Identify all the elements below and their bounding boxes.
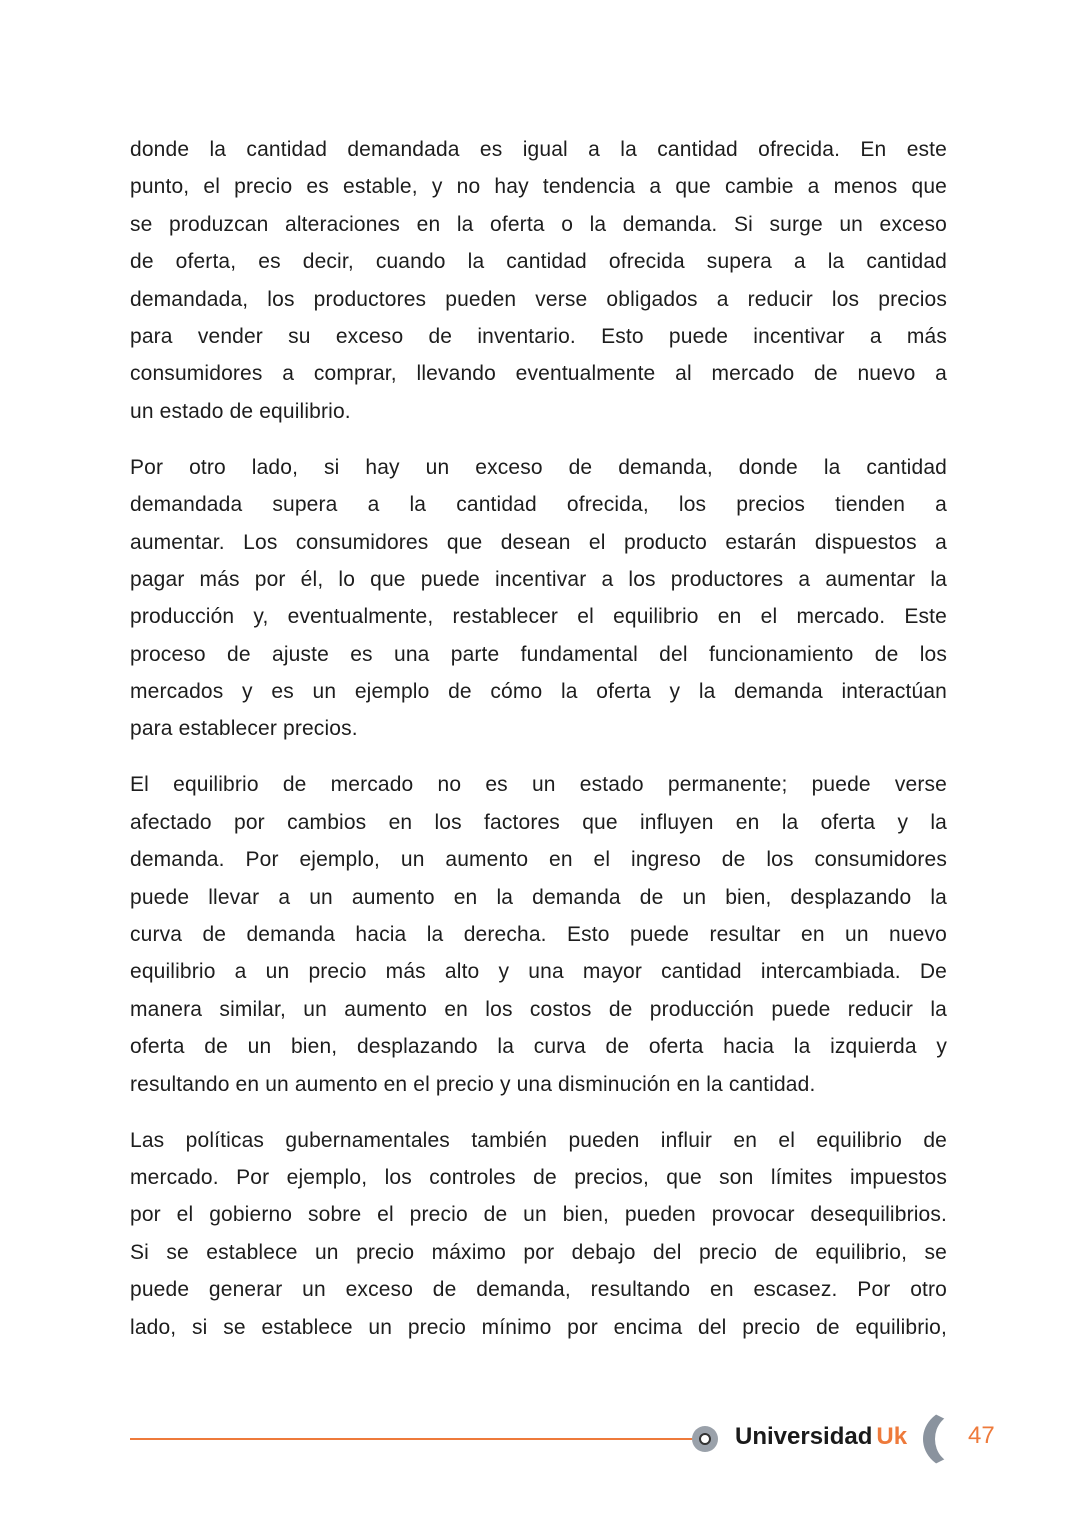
paragraph	[130, 1122, 947, 1346]
footer-brand	[735, 1423, 907, 1451]
text-line: de oferta, es decir, cuando la cantidad ofrecida supera a la cantidad	[130, 250, 947, 274]
paragraph	[130, 766, 947, 1103]
text-line: producción y, eventualmente, restablecer el equilibrio en el mercado. Este	[130, 605, 947, 629]
text-line: proceso de ajuste es una parte fundamental del funcionamiento de los	[130, 642, 947, 666]
text-line: punto, el precio es estable, y no hay tendencia a que cambie a menos que	[130, 175, 947, 199]
page-number: 47	[968, 1422, 995, 1449]
text-line: Las políticas gubernamentales también pueden influir en el equilibrio de	[130, 1128, 947, 1152]
text-line: resultando en un aumento en el precio y una disminución en la cantidad.	[130, 1072, 816, 1096]
text-line: consumidores a comprar, llevando eventualmente al mercado de nuevo a	[130, 362, 947, 386]
text-line: El equilibrio de mercado no es un estado permanente; puede verse	[130, 773, 947, 797]
text-line: para establecer precios.	[130, 717, 358, 741]
brand-suffix: Uk	[876, 1423, 908, 1450]
text-line: puede generar un exceso de demanda, resultando en escasez. Por otro	[130, 1278, 947, 1302]
text-line: puede llevar a un aumento en la demanda de un bien, desplazando la	[130, 885, 947, 909]
text-line: un estado de equilibrio.	[130, 399, 351, 423]
text-line: para vender su exceso de inventario. Esto puede incentivar a más	[130, 324, 947, 348]
text-line: oferta de un bien, desplazando la curva de oferta hacia la izquierda y	[130, 1035, 947, 1059]
text-line: Por otro lado, si hay un exceso de demanda, donde la cantidad	[130, 455, 947, 479]
text-line: donde la cantidad demandada es igual a la cantidad ofrecida. En este	[130, 138, 947, 161]
text-line: demandada, los productores pueden verse obligados a reducir los precios	[130, 287, 947, 311]
paragraph	[130, 131, 947, 430]
text-line: demanda. Por ejemplo, un aumento en el ingreso de los consumidores	[130, 848, 947, 872]
logo-circle-icon	[692, 1426, 718, 1452]
text-line: pagar más por él, lo que puede incentivar a los productores a aumentar la	[130, 567, 947, 591]
brand-name: Universidad	[735, 1423, 873, 1450]
text-line: Si se establece un precio máximo por debajo del precio de equilibrio, se	[130, 1240, 947, 1264]
text-line: afectado por cambios en los factores que influyen en la oferta y la	[130, 810, 947, 834]
text-line: manera similar, un aumento en los costos de producción puede reducir la	[130, 997, 947, 1021]
text-line: mercado. Por ejemplo, los controles de precios, que son límites impuestos	[130, 1165, 947, 1189]
text-line: aumentar. Los consumidores que desean el producto estarán dispuestos a	[130, 530, 947, 554]
text-line: mercados y es un ejemplo de cómo la oferta y la demanda interactúan	[130, 680, 947, 704]
body-text	[130, 131, 947, 1364]
text-line: equilibrio a un precio más alto y una mayor cantidad intercambiada. De	[130, 960, 947, 984]
text-line: demandada supera a la cantidad ofrecida, los precios tienden a	[130, 493, 947, 517]
footer-divider	[130, 1438, 695, 1440]
paragraph	[130, 449, 947, 748]
text-line: se produzcan alteraciones en la oferta o la demanda. Si surge un exceso	[130, 212, 947, 236]
text-line: lado, si se establece un precio mínimo por encima del precio de equilibrio,	[130, 1315, 947, 1339]
text-line: curva de demanda hacia la derecha. Esto puede resultar en un nuevo	[130, 923, 947, 946]
text-line: por el gobierno sobre el precio de un bien, pueden provocar desequilibrios.	[130, 1203, 947, 1227]
